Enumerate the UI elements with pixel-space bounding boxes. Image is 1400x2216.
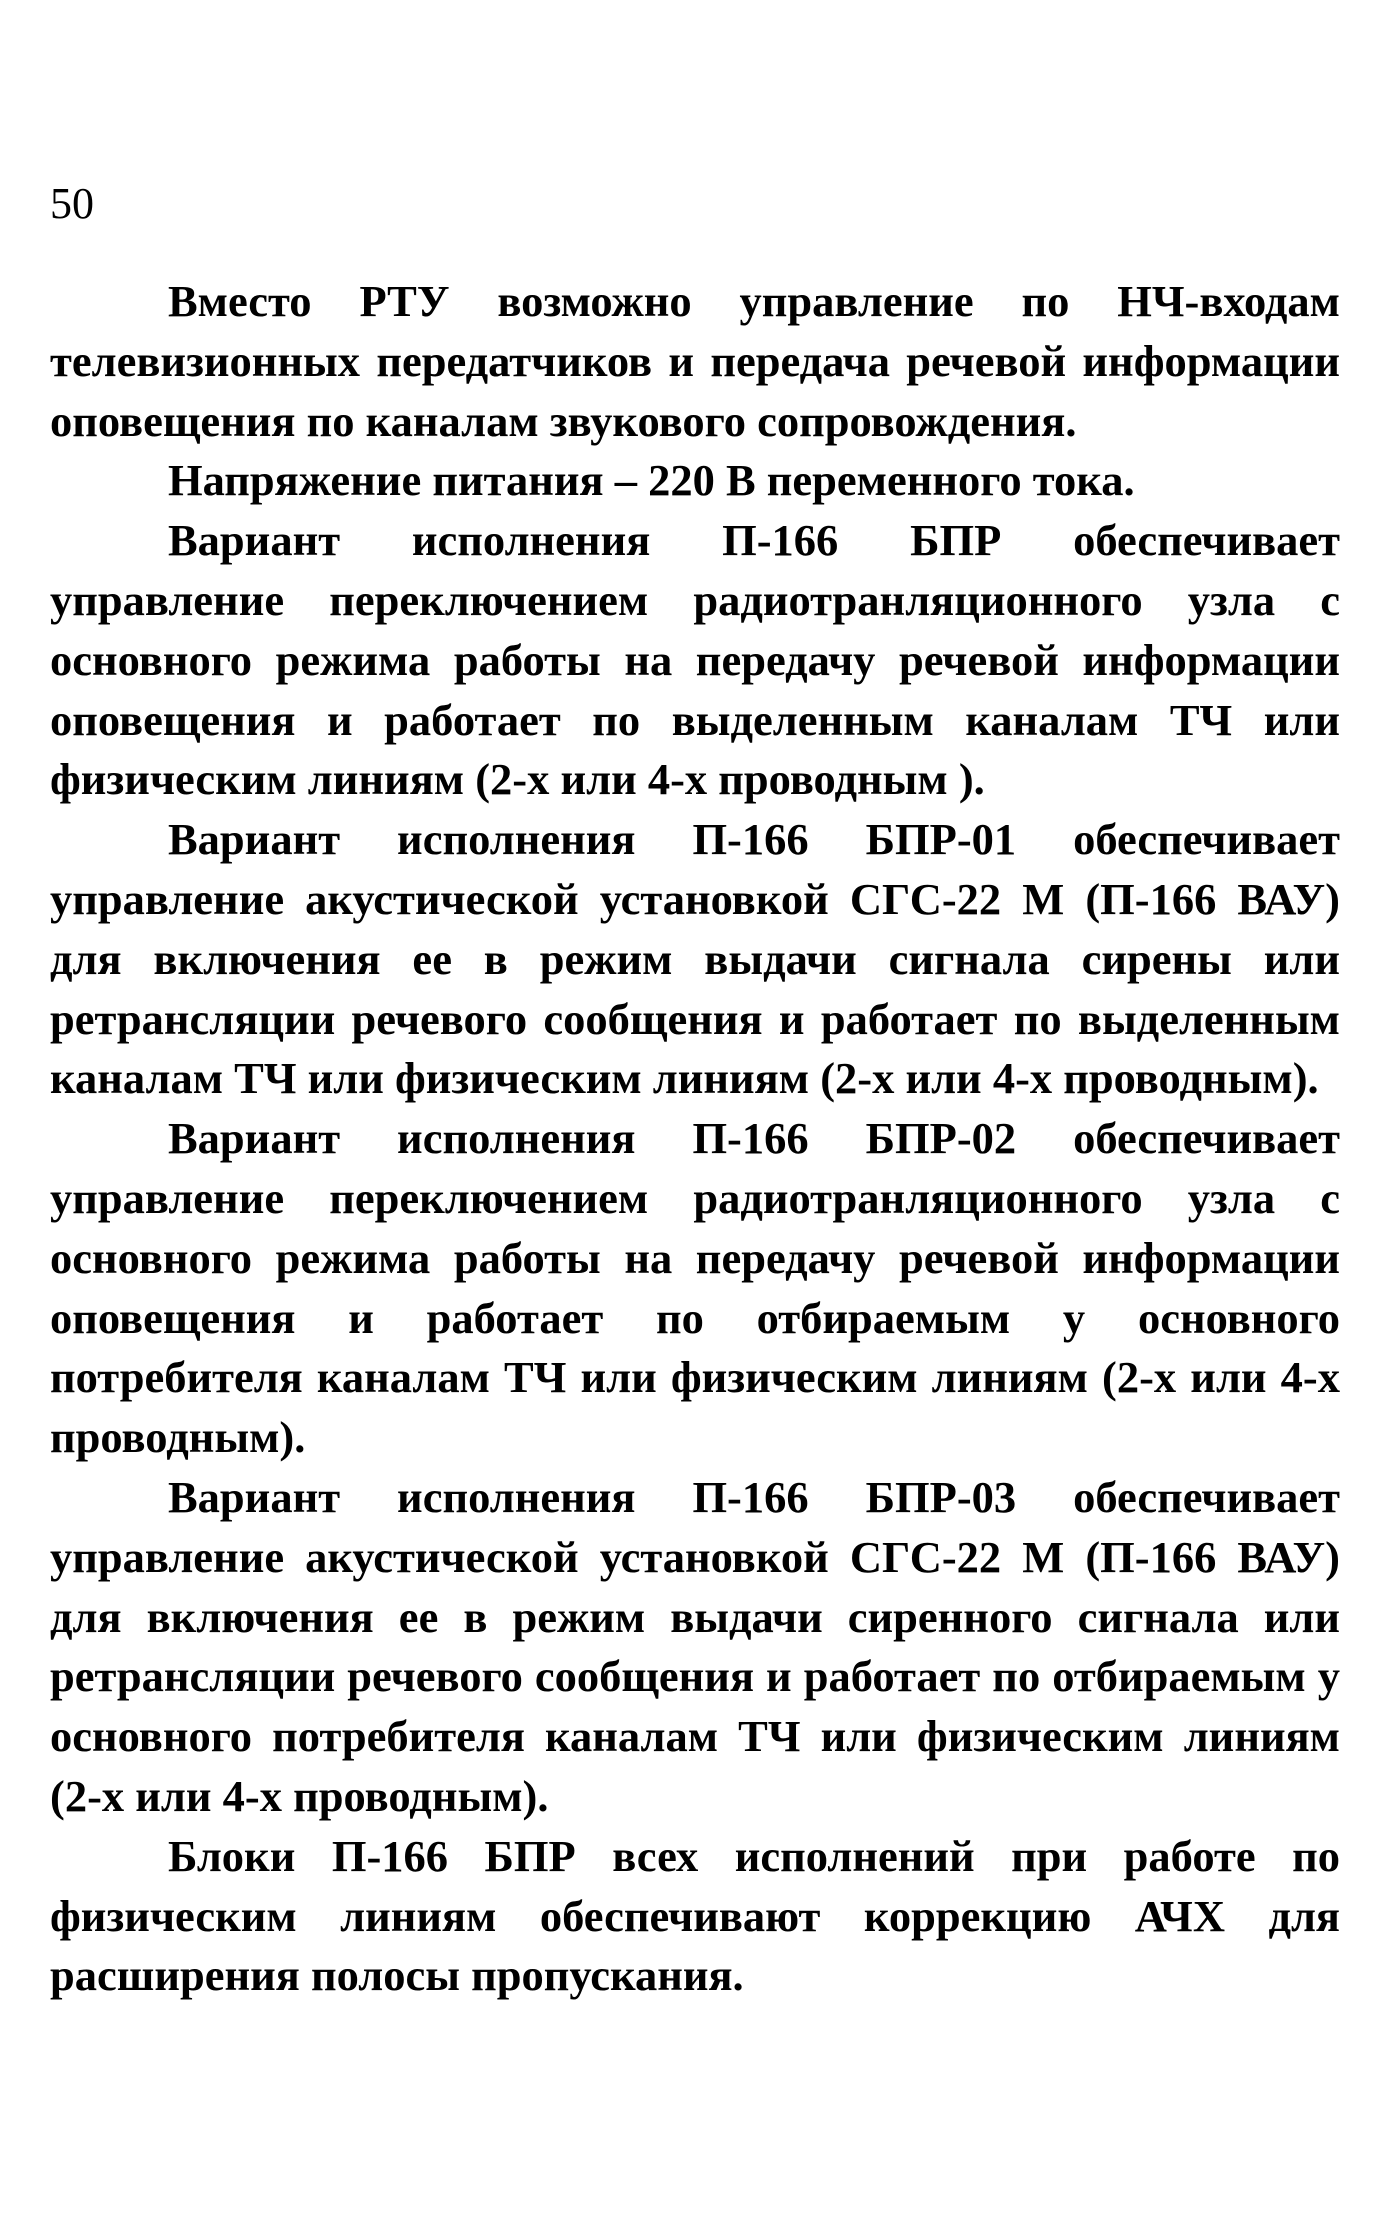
page-number: 50	[50, 179, 94, 228]
paragraph-variant-bpr-03: Вариант исполнения П-166 БПР-03 обеспечивает управление акустической установкой СГС-22 М (П-166 ВАУ) для включения ее в режим выдачи сиренного сигнала или ретрансляции речевого сообщения и работает по отбираемым у основного потребителя каналам ТЧ или физическим линиям (2-х или 4-х проводным).	[50, 1471, 1340, 1821]
paragraph-supply-voltage: Напряжение питания – 220 В переменного тока.	[168, 455, 1135, 506]
paragraph-variant-bpr-02: Вариант исполнения П-166 БПР-02 обеспечивает управление переключением радиотранляционного узла с основного режима работы на передачу речевой информации оповещения и работает по отбираемым у основного потребителя каналам ТЧ или физическим линиям (2-х или 4-х проводным).	[50, 1113, 1340, 1463]
paragraph-rtu-control: Вместо РТУ возможно управление по НЧ-входам телевизионных передатчиков и передача речевой информации оповещения по каналам звукового сопровождения.	[50, 276, 1340, 446]
paragraph-frequency-correction: Блоки П-166 БПР всех исполнений при работе по физическим линиям обеспечивают коррекцию АЧХ для расширения полосы пропускания.	[50, 1830, 1340, 2001]
paragraph-variant-bpr: Вариант исполнения П-166 БПР обеспечивает управление переключением радиотранляционного узла с основного режима работы на передачу речевой информации оповещения и работает по выделенным каналам ТЧ или физическим линиям (2-х или 4-х проводным ).	[50, 515, 1340, 805]
paragraph-variant-bpr-01: Вариант исполнения П-166 БПР-01 обеспечивает управление акустической установкой СГС-22 М (П-166 ВАУ) для включения ее в режим выдачи сигнала сирены или ретрансляции речевого сообщения и работает по выделенным каналам ТЧ или физическим линиям (2-х или 4-х проводным).	[50, 814, 1340, 1104]
body-text	[50, 272, 1340, 2006]
